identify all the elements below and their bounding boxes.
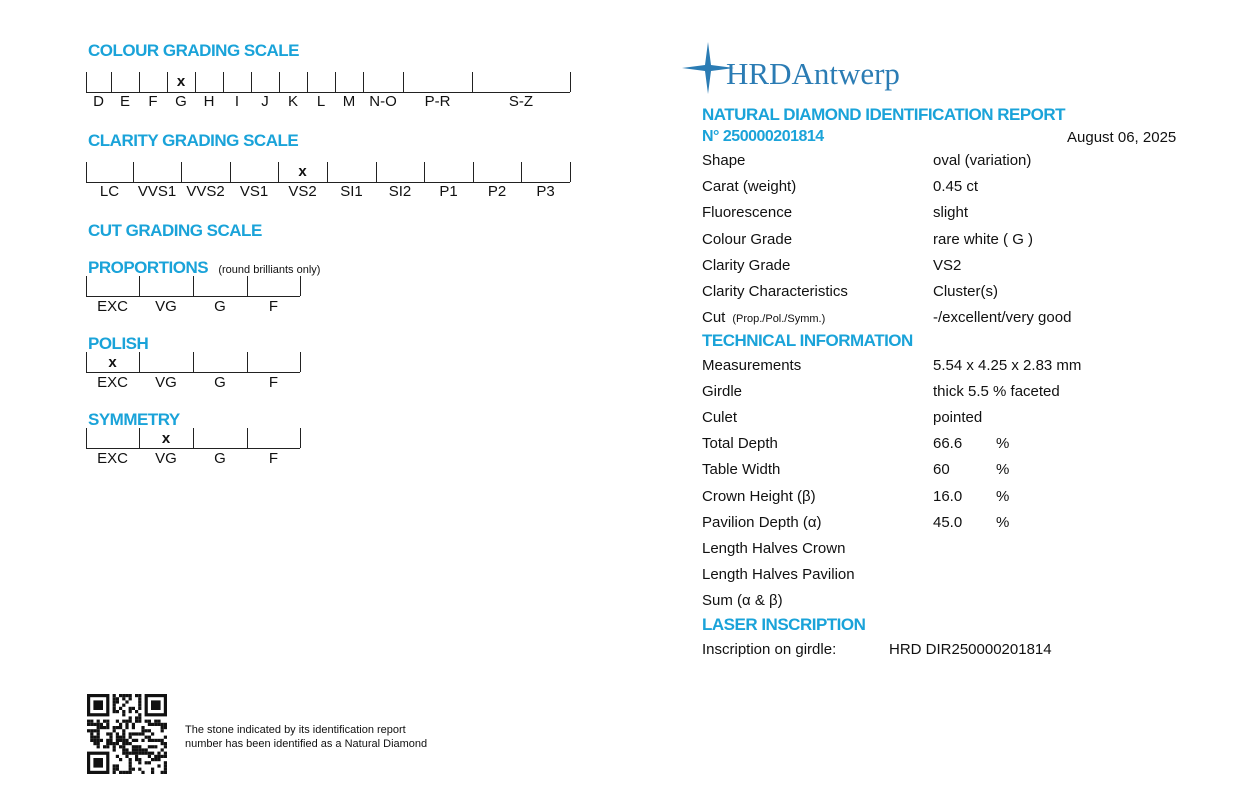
report-date: August 06, 2025 [1067,129,1177,146]
grade-label: I [234,93,240,110]
scale-tick [327,162,328,182]
scale-tick [570,72,571,92]
scale-tick [139,352,140,372]
row-label-note: (Prop./Pol./Symm.) [732,313,826,326]
scale-tick [307,72,308,92]
row-value: -/excellent/very good [933,309,1072,327]
grade-label: G [175,93,187,110]
grade-label: E [119,93,131,110]
row-value: Cluster(s) [933,283,999,300]
grade-label: G [214,374,226,391]
row-value: 16.0 [933,487,963,505]
scale-tick [139,276,140,296]
cut-grading-title: CUT GRADING SCALE [88,221,262,240]
grade-selected-mark: x [176,73,186,90]
row-value: 60 [933,461,950,479]
grade-label: VVS1 [137,183,177,200]
grade-label: F [148,93,158,110]
grade-label: P3 [536,183,555,200]
grade-label: F [268,374,279,391]
scale-tick [181,162,182,182]
grade-label: S-Z [508,93,534,110]
grade-label: F [268,450,279,467]
scale-tick [570,162,571,182]
scale-baseline [86,92,570,93]
row-value: thick 5.5 % faceted [933,383,1060,401]
proportions-label: PROPORTIONS [88,258,209,277]
row-label: Crown Height (β) [702,487,816,505]
grade-label: D [93,93,104,110]
row-label: Fluorescence [702,204,793,222]
row-label: Pavilion Depth (α) [702,513,822,531]
row-label: Girdle [702,383,743,401]
laser-inscription-title: LASER INSCRIPTION [702,615,866,634]
scale-tick [472,72,473,92]
row-label: Clarity Grade [702,256,791,274]
scale-tick [376,162,377,182]
grade-label: VS1 [239,183,269,200]
row-label: Clarity Characteristics [702,283,848,300]
proportions-title [88,258,320,278]
scale-tick [86,162,87,182]
grade-label: VG [155,298,177,315]
scale-tick [230,162,231,182]
row-value: slight [933,204,969,222]
identification-footnote: The stone indicated by its identification report number has been identified as a Natural Diamond [185,724,428,750]
scale-tick [473,162,474,182]
grade-label: VS2 [288,183,317,200]
row-unit: % [996,461,1010,479]
grade-label: VG [155,450,177,467]
row-value: 45.0 [933,513,963,531]
scale-tick [139,72,140,92]
row-value: 5.54 x 4.25 x 2.83 mm [933,357,1082,374]
row-label: Length Halves Crown [702,539,846,557]
row-value: rare white ( G ) [933,230,1034,248]
grade-label: H [203,93,215,110]
scale-tick [300,352,301,372]
grade-label: K [287,93,299,110]
scale-tick [223,72,224,92]
symmetry-title: SYMMETRY [88,410,180,429]
row-label: Sum (α & β) [702,591,783,609]
scale-baseline [86,372,300,373]
scale-tick [251,72,252,92]
colour-grading-title: COLOUR GRADING SCALE [88,41,299,60]
scale-tick [279,72,280,92]
row-label: Cut (Prop./Pol./Symm.) [702,309,826,327]
grade-label: EXC [97,450,128,467]
scale-tick [195,72,196,92]
scale-tick [247,352,248,372]
scale-tick [86,352,87,372]
proportions-note: (round brilliants only) [218,264,321,276]
scale-tick [139,428,140,448]
row-label: Colour Grade [702,230,793,248]
row-label: Measurements [702,357,802,374]
qr-code [87,694,167,774]
grade-label: EXC [97,374,128,391]
scale-tick [363,72,364,92]
grade-label: LC [99,183,120,200]
row-label: Shape [702,152,746,169]
grade-label: VG [155,374,177,391]
report-title: NATURAL DIAMOND IDENTIFICATION REPORT [702,105,1066,124]
scale-tick [300,428,301,448]
row-label: Carat (weight) [702,178,797,196]
grade-selected-mark: x [298,163,307,180]
grade-label: N-O [369,93,397,110]
scale-tick [193,276,194,296]
grade-selected-mark: x [161,430,171,447]
row-label: Length Halves Pavilion [702,565,855,583]
grade-label: P2 [487,183,507,200]
scale-tick [247,276,248,296]
scale-tick [193,352,194,372]
scale-baseline [86,296,300,297]
scale-tick [300,276,301,296]
row-unit: % [996,435,1010,453]
row-value: VS2 [933,256,962,274]
row-value: pointed [933,409,983,427]
grade-label: G [214,450,226,467]
scale-tick [86,72,87,92]
scale-tick [424,162,425,182]
hrd-antwerp-logo: HRDAntwerp [726,56,900,91]
inscription-value: HRD DIR250000201814 [889,641,1052,658]
scale-tick [167,72,168,92]
scale-tick [133,162,134,182]
row-value: 0.45 ct [933,178,979,196]
scale-tick [193,428,194,448]
report-number: N° 250000201814 [702,128,824,145]
scale-tick [111,72,112,92]
row-label: Total Depth [702,435,778,453]
grade-label: P1 [439,183,458,200]
inscription-label: Inscription on girdle: [702,641,837,658]
grade-label: SI2 [388,183,412,200]
grade-label: L [316,93,326,110]
grade-label: F [268,298,279,315]
scale-tick [278,162,279,182]
row-unit: % [996,513,1010,531]
polish-title: POLISH [88,334,149,353]
grade-label: SI1 [340,183,363,200]
row-unit: % [996,487,1010,505]
row-value: oval (variation) [933,152,1032,169]
grade-label: EXC [97,298,128,315]
grade-label: J [261,93,269,110]
grade-selected-mark: x [108,354,117,371]
scale-tick [521,162,522,182]
scale-tick [86,428,87,448]
clarity-grading-title: CLARITY GRADING SCALE [88,131,299,150]
scale-baseline [86,448,300,449]
grade-label: G [214,298,226,315]
row-value: 66.6 [933,435,963,453]
technical-information-title: TECHNICAL INFORMATION [702,331,913,350]
grade-label: P-R [424,93,451,110]
row-label: Table Width [702,461,781,479]
scale-tick [403,72,404,92]
scale-tick [335,72,336,92]
grade-label: M [342,93,356,110]
scale-tick [247,428,248,448]
grade-label: VVS2 [186,183,225,200]
row-label: Culet [702,409,738,427]
scale-tick [86,276,87,296]
